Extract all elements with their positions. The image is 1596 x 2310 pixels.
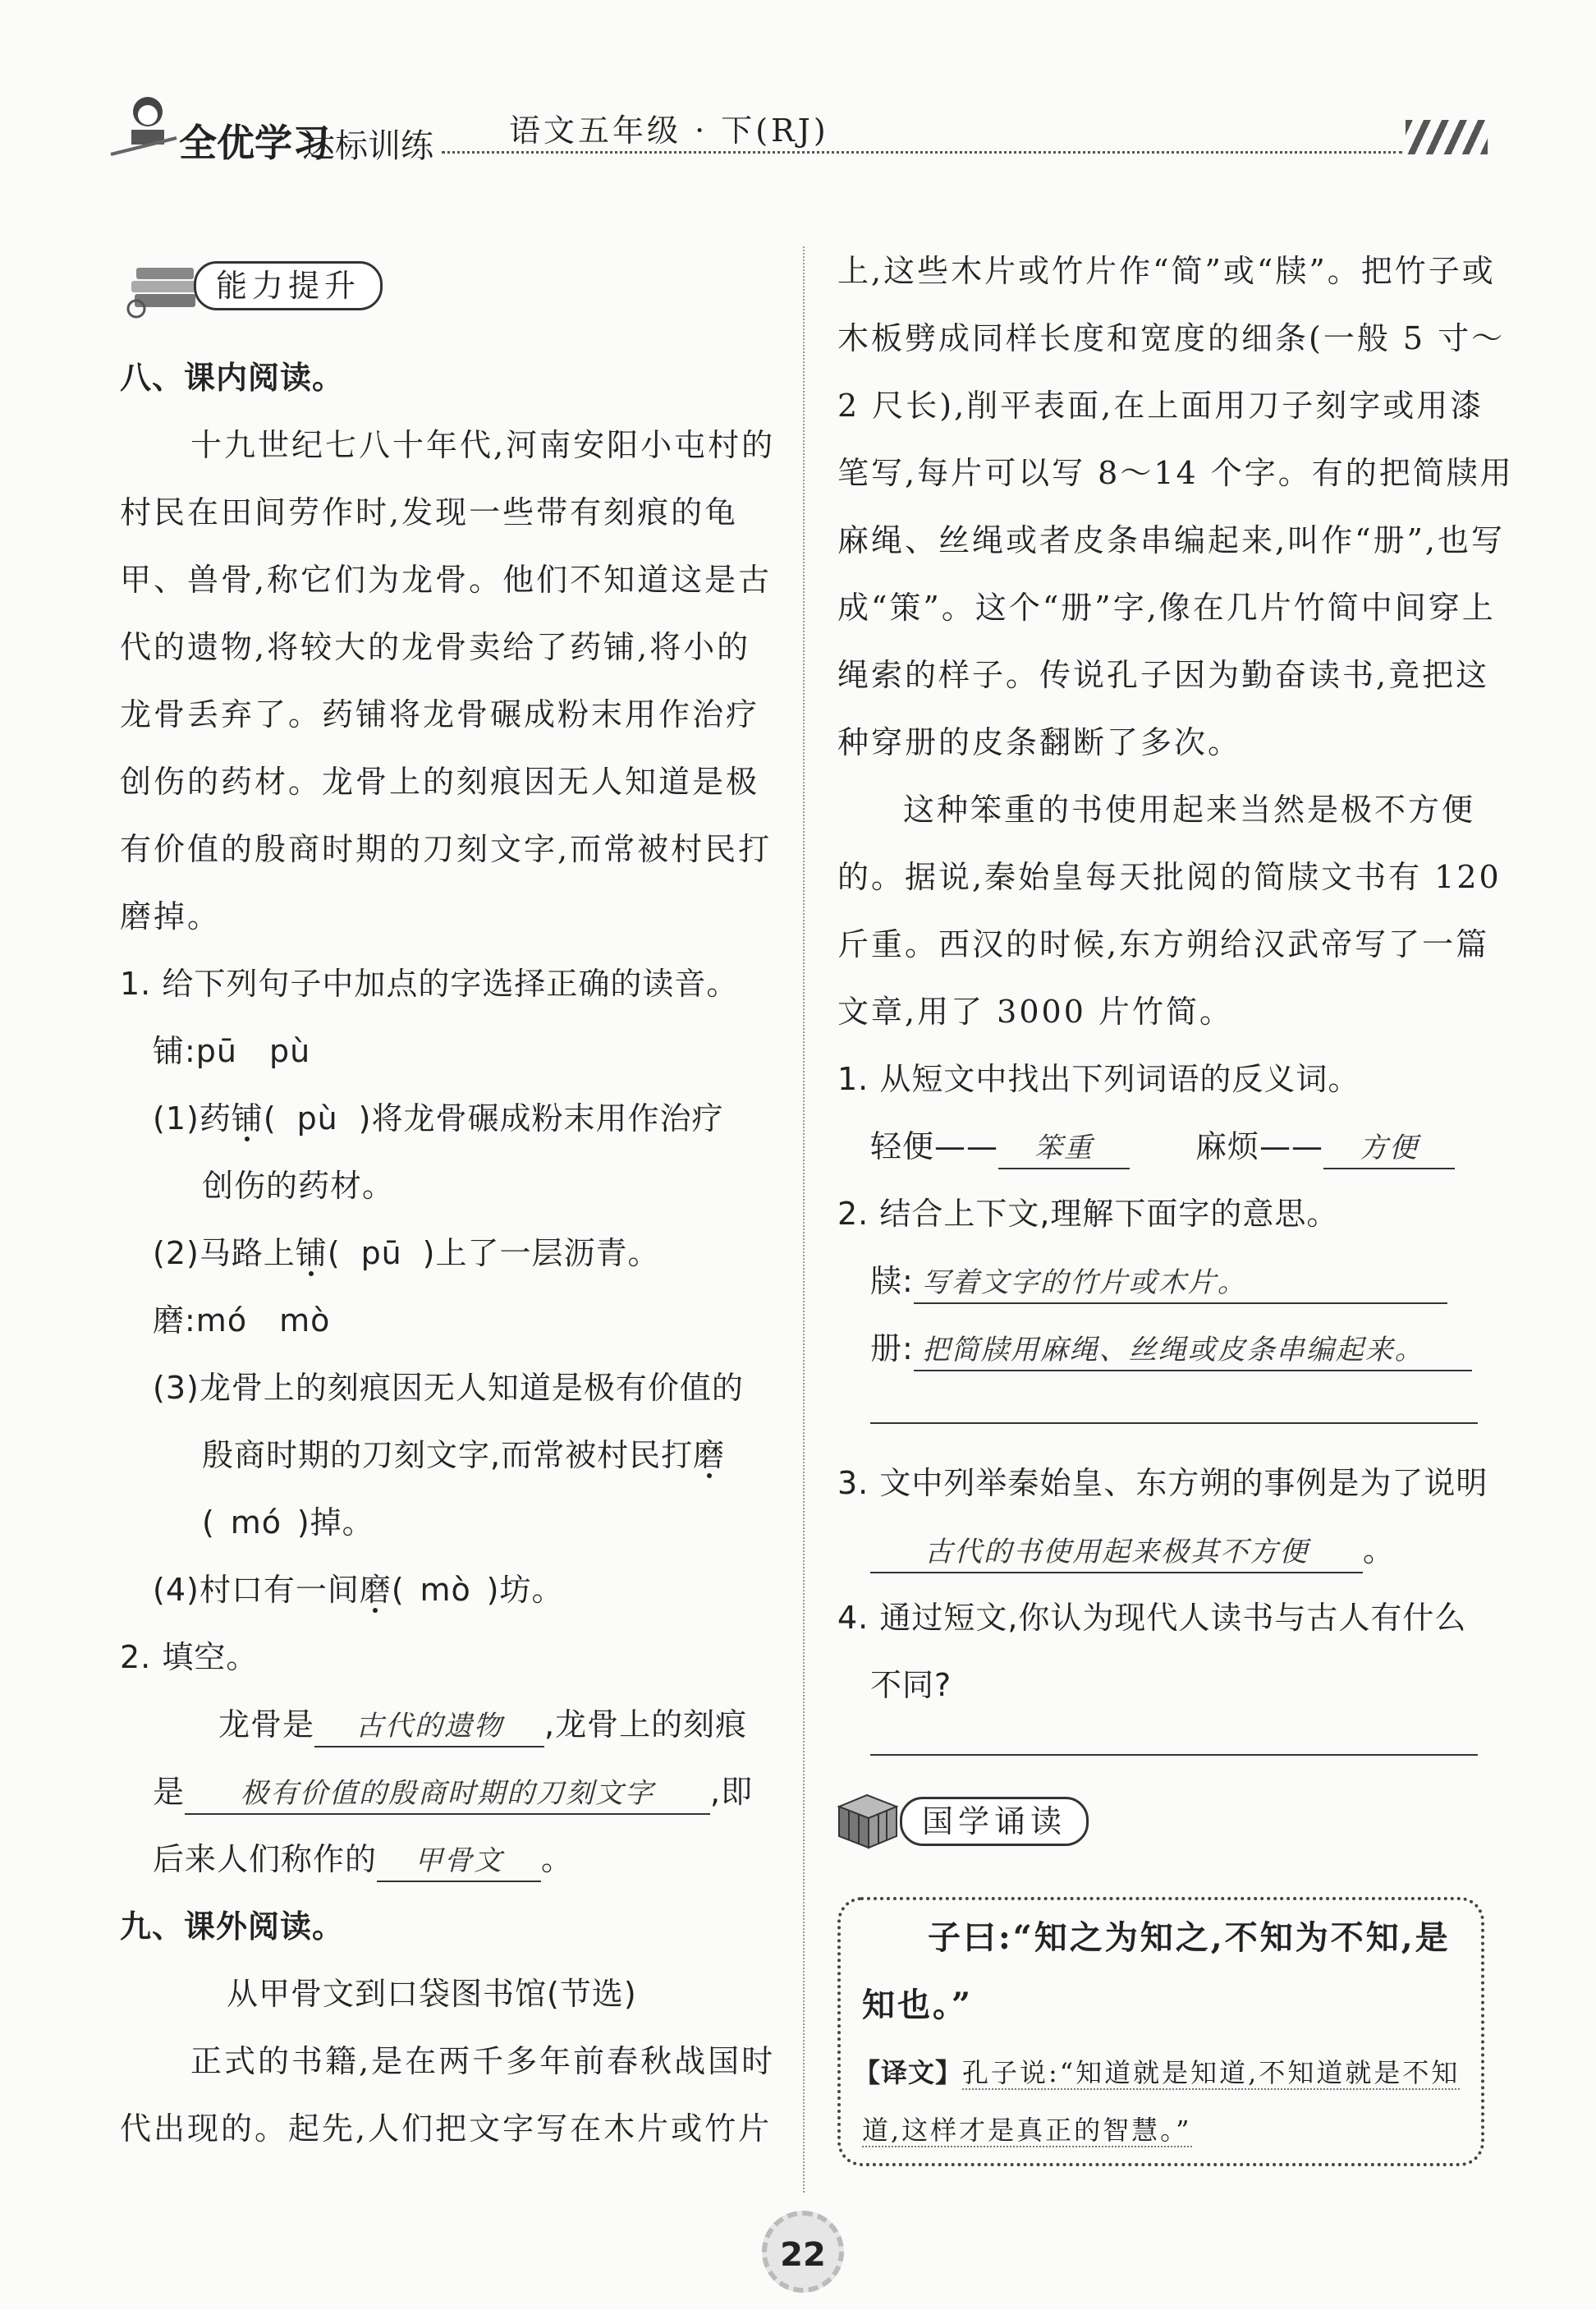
ce-extra-line[interactable] xyxy=(870,1422,1478,1424)
q1-title xyxy=(120,961,738,1007)
s2-dotted-char: 铺 xyxy=(295,1235,328,1271)
cube-icon xyxy=(831,1787,910,1853)
r-q1-title: 1. 从短文中找出下列词语的反义词。 xyxy=(837,1061,1360,1097)
right-p2-line-6: 成“策”。这个“册”字,像在几片竹简中间穿上 xyxy=(837,590,1496,626)
translation-text-2: 道,这样才是真正的智慧。” xyxy=(862,2115,1192,2146)
s4-open-paren: ( xyxy=(391,1572,405,1608)
s1-suffix: )将龙骨碾成粉末用作治疗 xyxy=(358,1100,724,1137)
sentence-4 xyxy=(153,1567,564,1613)
sentence-1 xyxy=(153,1095,724,1141)
sentence-3-line-2 xyxy=(202,1432,725,1478)
left-p1-line-8: 磨掉。 xyxy=(120,898,222,935)
fill-3-suffix: 。 xyxy=(541,1841,574,1877)
r-q2-title: 2. 结合上下文,理解下面字的意思。 xyxy=(837,1196,1339,1232)
q8-title: 八、课内阅读。 xyxy=(120,360,345,396)
s2-suffix: )上了一层沥青。 xyxy=(422,1235,660,1271)
s1-open-paren: ( xyxy=(263,1100,277,1137)
antonym-answer-2[interactable]: 方便 xyxy=(1323,1128,1455,1169)
sentence-3-line-1: (3)龙骨上的刻痕因无人知道是极有价值的 xyxy=(153,1370,744,1406)
left-p1-line-1: 十九世纪七八十年代,河南安阳小屯村的 xyxy=(190,427,776,463)
ce-label: 册: xyxy=(870,1330,914,1366)
ce-answer[interactable]: 把简牍用麻绳、丝绳或皮条串编起来。 xyxy=(914,1330,1472,1371)
course-title: 语文五年级 · 下(RJ) xyxy=(509,113,829,149)
s4-dotted-char: 磨 xyxy=(359,1572,392,1608)
s1-prefix: (1)药 xyxy=(153,1100,232,1137)
section-guoxue-tag: 国学诵读 xyxy=(900,1797,1089,1846)
left-p1-line-5: 龙骨丢弃了。药铺将龙骨碾成粉末用作治疗 xyxy=(120,696,760,732)
s2-prefix: (2)马路上 xyxy=(153,1235,296,1271)
brand-subtitle: 达标训练 xyxy=(302,127,433,165)
du-label: 牍: xyxy=(870,1263,914,1299)
q3-suffix: 。 xyxy=(1363,1532,1396,1568)
fill-1 xyxy=(218,1702,747,1747)
fill-1-answer[interactable]: 古代的遗物 xyxy=(314,1706,544,1747)
translation-label: 【译文】 xyxy=(854,2057,963,2088)
s3-answer[interactable]: mó xyxy=(230,1504,282,1541)
fill-2-answer[interactable]: 极有价值的殷商时期的刀刻文字 xyxy=(185,1774,710,1815)
left-p1-line-2: 村民在田间劳作时,发现一些带有刻痕的龟 xyxy=(120,494,739,530)
translation-line-2 xyxy=(862,2107,1192,2153)
r-q3-title: 3. 文中列举秦始皇、东方朔的事例是为了说明 xyxy=(837,1465,1488,1501)
s3-text: 殷商时期的刀刻文字,而常被村民打 xyxy=(202,1437,694,1473)
q1-title-text: 1. 给下列句子中加点的字选择正确的读音。 xyxy=(120,966,739,1002)
fill-3-prefix: 后来人们称作的 xyxy=(153,1841,378,1877)
right-p2-line-2: 木板劈成同样长度和宽度的细条(一般 5 寸～ xyxy=(837,320,1506,356)
q9-title: 九、课外阅读。 xyxy=(120,1908,345,1945)
right-p3-line-4: 文章,用了 3000 片竹简。 xyxy=(837,994,1233,1030)
s4-prefix: (4)村口有一间 xyxy=(153,1572,360,1608)
header-stripes xyxy=(1406,120,1488,154)
fill-3-answer[interactable]: 甲骨文 xyxy=(377,1841,541,1882)
s4-answer[interactable]: mò xyxy=(420,1572,471,1608)
right-p3-line-3: 斤重。西汉的时候,东方朔给汉武帝写了一篇 xyxy=(837,926,1490,962)
right-p3-line-1: 这种笨重的书使用起来当然是极不方便 xyxy=(903,792,1476,828)
antonyms xyxy=(870,1123,1455,1169)
left-p2-line-1: 正式的书籍,是在两千多年前春秋战国时 xyxy=(190,2043,776,2079)
du-answer[interactable]: 写着文字的竹片或木片。 xyxy=(914,1263,1447,1304)
antonym-word-1: 轻便—— xyxy=(870,1128,999,1164)
fill-2-prefix: 是 xyxy=(153,1774,186,1810)
s4-suffix: )坊。 xyxy=(486,1572,564,1608)
right-p2-line-1: 上,这些木片或竹片作“简”或“牍”。把竹子或 xyxy=(837,253,1496,289)
article-title: 从甲骨文到口袋图书馆(节选) xyxy=(227,1976,637,2012)
quote-line-1: 子曰:“知之为知之,不知为不知,是 xyxy=(928,1918,1451,1957)
left-p1-line-4: 代的遗物,将较大的龙骨卖给了药铺,将小的 xyxy=(120,629,751,665)
s3-suffix: )掉。 xyxy=(296,1504,374,1541)
sentence-2 xyxy=(153,1230,660,1276)
s1-answer[interactable]: pù xyxy=(296,1100,338,1137)
fill-3 xyxy=(153,1836,573,1882)
fill-1-suffix: ,龙骨上的刻痕 xyxy=(544,1706,748,1743)
r-q3-answer-line xyxy=(870,1527,1395,1573)
s1-dotted-char: 铺 xyxy=(231,1100,264,1137)
right-p3-line-2: 的。据说,秦始皇每天批阅的简牍文书有 120 xyxy=(837,859,1502,895)
right-p2-line-8: 种穿册的皮条翻断了多次。 xyxy=(837,724,1242,760)
left-p1-line-3: 甲、兽骨,称它们为龙骨。他们不知道这是古 xyxy=(120,562,773,598)
fill-2 xyxy=(153,1769,753,1815)
section-ability-tag: 能力提升 xyxy=(194,261,383,310)
sentence-1-cont: 创伤的药材。 xyxy=(202,1168,395,1204)
sentence-3-line-3 xyxy=(202,1499,374,1545)
right-p2-line-7: 绳索的样子。传说孔子因为勤奋读书,竟把这 xyxy=(837,657,1490,693)
right-p2-line-4: 笔写,每片可以写 8～14 个字。有的把简牍用 xyxy=(837,455,1514,491)
mo-pronunciations: 磨:mó mò xyxy=(153,1302,331,1339)
s3-dotted-char: 磨 xyxy=(693,1437,726,1473)
s3-open-paren: ( xyxy=(202,1504,215,1541)
pu-pronunciations: 铺:pū pù xyxy=(153,1033,311,1069)
right-p2-line-5: 麻绳、丝绳或者皮条串编起来,叫作“册”,也写 xyxy=(837,522,1506,558)
header-rule xyxy=(442,151,1402,154)
r-q4-line-2: 不同? xyxy=(870,1667,952,1703)
quote-line-2: 知也。” xyxy=(862,1986,974,2024)
column-divider xyxy=(803,246,805,2193)
s2-answer[interactable]: pū xyxy=(360,1235,402,1271)
left-p2-line-2: 代出现的。起先,人们把文字写在木片或竹片 xyxy=(120,2110,773,2147)
header-mascot xyxy=(107,89,181,163)
meaning-ce xyxy=(870,1325,1472,1371)
right-p2-line-3: 2 尺长),削平表面,在上面用刀子刻字或用漆 xyxy=(837,388,1484,424)
antonym-answer-1[interactable]: 笨重 xyxy=(998,1128,1130,1169)
books-icon xyxy=(125,253,204,319)
brand-name: 全优学习 xyxy=(179,121,330,165)
r-q4-line-1: 4. 通过短文,你认为现代人读书与古人有什么 xyxy=(837,1600,1467,1636)
translation-line-1 xyxy=(854,2050,1460,2096)
fill-2-suffix: ,即 xyxy=(710,1774,754,1810)
antonym-word-2: 麻烦—— xyxy=(1195,1128,1324,1164)
left-p1-line-7: 有价值的殷商时期的刀刻文字,而常被村民打 xyxy=(120,831,773,867)
q2-title: 2. 填空。 xyxy=(120,1639,259,1675)
fill-1-prefix: 龙骨是 xyxy=(218,1706,315,1743)
meaning-du xyxy=(870,1258,1447,1304)
s2-open-paren: ( xyxy=(327,1235,341,1271)
left-p1-line-6: 创伤的药材。龙骨上的刻痕因无人知道是极 xyxy=(120,764,760,800)
q3-answer[interactable]: 古代的书使用起来极其不方便 xyxy=(870,1532,1363,1573)
page-number: 22 xyxy=(762,2211,844,2293)
q4-answer-line[interactable] xyxy=(870,1754,1478,1756)
translation-text-1: 孔子说:“知道就是知道,不知道就是不知 xyxy=(962,2057,1461,2088)
